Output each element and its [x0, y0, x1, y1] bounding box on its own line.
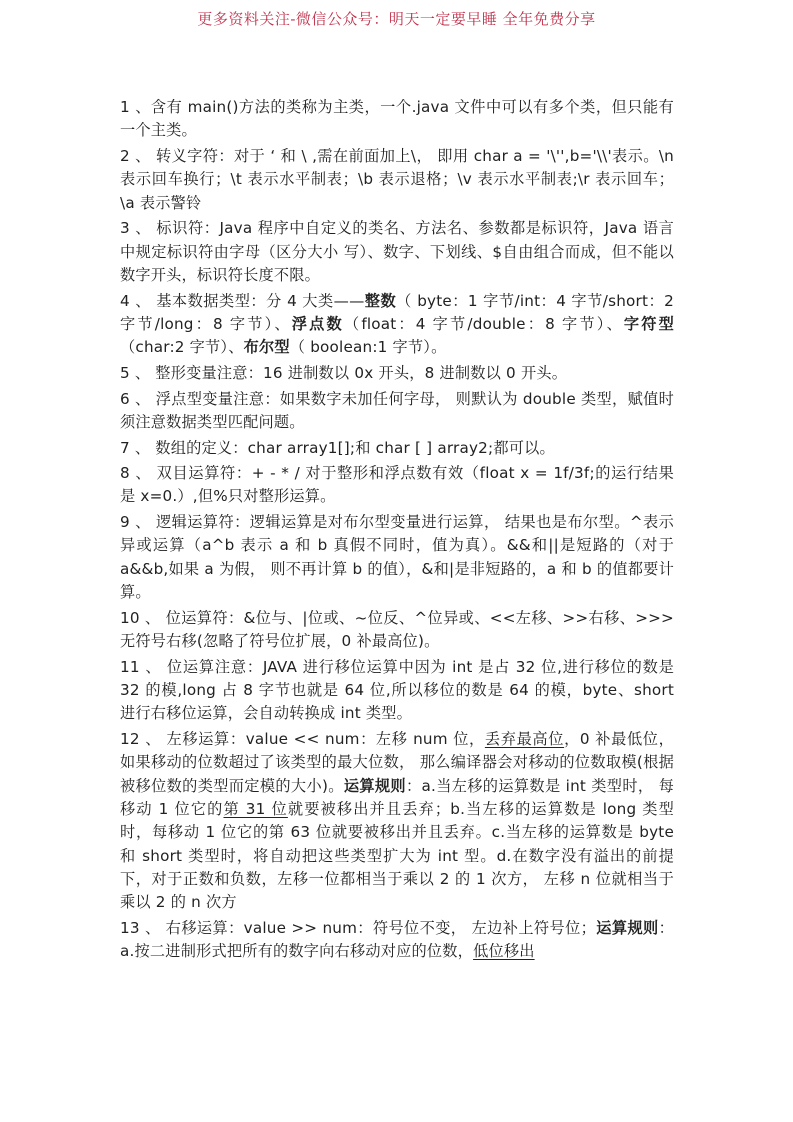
document-body — [120, 96, 674, 966]
paragraph-6 — [120, 388, 674, 435]
text-segment: 1 、含有 main()方法的类称为主类，一个.java 文件中可以有多个类，但只能有一个主类。 — [120, 98, 674, 140]
paragraph-10 — [120, 607, 674, 654]
text-segment: 10 、 位运算符：&位与、|位或、~位反、^位异或、<<左移、>>右移、>>>无符号右移(忽略了符号位扩展，0 补最高位)。 — [120, 608, 674, 651]
text-segment: 12 、 左移运算：value << num：左移 num 位， — [120, 730, 485, 749]
text-segment: （float：4 字节/double：8 字节）、 — [343, 314, 624, 333]
text-segment: 3 、 标识符：Java 程序中自定义的类名、方法名、参数都是标识符，Java 语言中规定标识符由字母（区分大小 写）、数字、下划线、$自由组合而成，但不能以数字开头，标识符长度不限。 — [120, 219, 674, 284]
paragraph-12 — [120, 728, 674, 914]
paragraph-3 — [120, 217, 674, 287]
paragraph-11 — [120, 656, 674, 726]
text-segment: 7 、 数组的定义：char array1[];和 char [ ] array2;都可以。 — [120, 438, 555, 457]
underlined-text: 低位移出 — [473, 942, 535, 961]
bold-term: 字符型 — [623, 314, 674, 333]
bold-term: 运算规则 — [596, 918, 659, 937]
text-segment: 5 、 整形变量注意：16 进制数以 0x 开头，8 进制数以 0 开头。 — [120, 363, 568, 382]
promo-banner: 更多资料关注-微信公众号：明天一定要早睡 全年免费分享 — [197, 10, 596, 28]
text-segment: 4 、 基本数据类型：分 4 大类—— — [120, 291, 365, 310]
paragraph-4 — [120, 290, 674, 360]
text-segment: ：a.当左移的运算数是 int 类型时， 每移动 1 位它的 — [120, 776, 674, 818]
text-segment: （ byte：1 字节/int：4 字节/short：2 字节/long：8 字节）、 — [120, 291, 675, 333]
paragraph-1 — [120, 96, 674, 143]
text-segment: （ boolean:1 字节）。 — [289, 338, 447, 357]
text-segment: 就要被移出并且丢弃；b.当左移的运算数是 long 类型时，每移动 1 位它的第 63 位就要被移出并且丢弃。c.当左移的运算数是 byte 和 short 类型时，将自动把这些类型扩大为 int 型。d.在数字没有溢出的前提下，对于正数和负数，左移一位都相当于乘以 2 的 1 次方， 左移 n 位就相当于乘以 2 的 n 次方 — [120, 799, 675, 912]
text-segment: 8 、 双目运算符：+ - * / 对于整形和浮点数有效（float x = 1f/3f;的运行结果是 x=0.）,但%只对整形运算。 — [120, 464, 674, 506]
text-segment: 2 、 转义字符：对于 ‘ 和 \ ,需在前面加上\， 即用 char a = '\'',b='\\'表示。\n 表示回车换行；\t 表示水平制表；\b 表示退格；\v 表示水平制表;\r 表示回车；\a 表示警铃 — [120, 146, 674, 212]
bold-term: 布尔型 — [243, 338, 290, 357]
text-segment: 9 、 逻辑运算符：逻辑运算是对布尔型变量进行运算， 结果也是布尔型。^表示异或运算（a^b 表示 a 和 b 真假不同时，值为真）。&&和||是短路的（对于 a&&b,如果 a 为假， 则不再计算 b 的值），&和|是非短路的，a 和 b 的值都要计算。 — [120, 513, 674, 602]
paragraph-13 — [120, 917, 674, 964]
text-segment: ：a.按二进制形式把所有的数字向右移动对应的位数， — [120, 918, 674, 961]
paragraph-5 — [120, 362, 674, 385]
text-segment: （char:2 字节）、 — [120, 338, 244, 357]
text-segment: 6 、 浮点型变量注意：如果数字未加任何字母， 则默认为 double 类型，赋值时须注意数据类型匹配问题。 — [120, 389, 674, 431]
text-segment: 13 、 右移运算：value >> num：符号位不变， 左边补上符号位； — [120, 918, 597, 937]
paragraph-8 — [120, 462, 674, 509]
paragraph-7 — [120, 437, 674, 460]
bold-term: 浮点数 — [291, 314, 344, 333]
text-segment: ，0 补最低位， 如果移动的位数超过了该类型的最大位数， 那么编译器会对移动的位数取模(根据被移位数的类型而定模的大小)。 — [120, 730, 675, 795]
bold-term: 整数 — [364, 291, 397, 310]
paragraph-9 — [120, 511, 674, 604]
paragraph-2 — [120, 145, 674, 215]
bold-term: 运算规则 — [343, 776, 406, 795]
underlined-text: 第 31 位 — [223, 799, 288, 818]
underlined-text: 丢弃最高位 — [484, 730, 565, 749]
text-segment: 11 、 位运算注意：JAVA 进行移位运算中因为 int 是占 32 位,进行移位的数是 32 的模,long 占 8 字节也就是 64 位,所以移位的数是 64 的模，byte、short 进行右移位运算，会自动转换成 int 类型。 — [120, 657, 674, 723]
